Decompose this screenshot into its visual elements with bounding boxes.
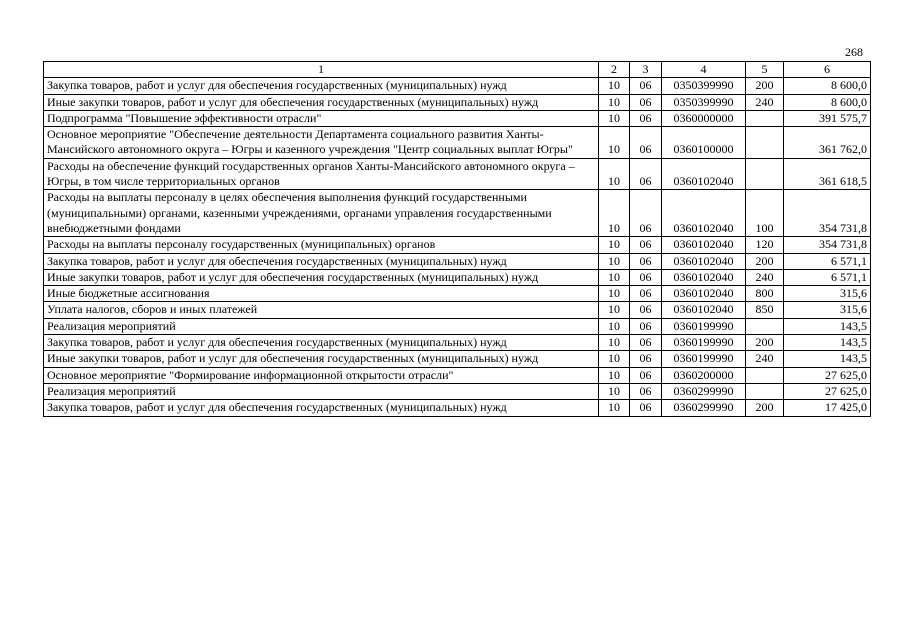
row-expense-type-cell: 240 <box>746 351 784 367</box>
row-section-cell: 10 <box>599 383 630 399</box>
row-expense-type-cell: 240 <box>746 94 784 110</box>
row-expense-type-cell <box>746 110 784 126</box>
row-target-code-cell: 0360200000 <box>662 367 746 383</box>
row-amount-cell: 6 571,1 <box>784 269 871 285</box>
row-target-code-cell: 0360199990 <box>662 318 746 334</box>
row-amount-cell: 27 625,0 <box>784 383 871 399</box>
table-row <box>44 286 871 302</box>
table-body <box>44 78 871 416</box>
row-subsection-cell: 06 <box>630 127 662 159</box>
row-section-cell: 10 <box>599 335 630 351</box>
row-subsection-cell: 06 <box>630 253 662 269</box>
table-row <box>44 400 871 416</box>
row-amount-cell: 354 731,8 <box>784 190 871 237</box>
table-row <box>44 302 871 318</box>
row-name-cell: Основное мероприятие "Обеспечение деятельности Департамента социального развития Ханты-Мансийского автономного округа – Югры и казенного учреждения "Центр социальных выплат Югры" <box>44 127 599 159</box>
row-expense-type-cell: 100 <box>746 190 784 237</box>
header-cell-5: 5 <box>746 62 784 78</box>
row-name-cell: Подпрограмма "Повышение эффективности отрасли" <box>44 110 599 126</box>
row-name-cell: Иные закупки товаров, работ и услуг для обеспечения государственных (муниципальных) нужд <box>44 269 599 285</box>
row-name-cell: Закупка товаров, работ и услуг для обеспечения государственных (муниципальных) нужд <box>44 253 599 269</box>
row-expense-type-cell: 200 <box>746 335 784 351</box>
table-row <box>44 237 871 253</box>
table-row <box>44 318 871 334</box>
row-target-code-cell: 0360102040 <box>662 190 746 237</box>
header-cell-3: 3 <box>630 62 662 78</box>
table-row <box>44 78 871 94</box>
table-row <box>44 383 871 399</box>
row-subsection-cell: 06 <box>630 335 662 351</box>
row-subsection-cell: 06 <box>630 158 662 190</box>
row-section-cell: 10 <box>599 237 630 253</box>
row-section-cell: 10 <box>599 110 630 126</box>
table-row <box>44 110 871 126</box>
row-name-cell: Иные закупки товаров, работ и услуг для обеспечения государственных (муниципальных) нужд <box>44 94 599 110</box>
table-row <box>44 367 871 383</box>
row-amount-cell: 143,5 <box>784 335 871 351</box>
row-subsection-cell: 06 <box>630 110 662 126</box>
header-cell-2: 2 <box>599 62 630 78</box>
row-name-cell: Реализация мероприятий <box>44 383 599 399</box>
row-amount-cell: 391 575,7 <box>784 110 871 126</box>
row-subsection-cell: 06 <box>630 237 662 253</box>
row-subsection-cell: 06 <box>630 190 662 237</box>
row-subsection-cell: 06 <box>630 367 662 383</box>
row-section-cell: 10 <box>599 158 630 190</box>
row-subsection-cell: 06 <box>630 78 662 94</box>
row-amount-cell: 143,5 <box>784 318 871 334</box>
row-expense-type-cell: 240 <box>746 269 784 285</box>
row-expense-type-cell: 120 <box>746 237 784 253</box>
row-expense-type-cell: 200 <box>746 253 784 269</box>
row-name-cell: Иные бюджетные ассигнования <box>44 286 599 302</box>
row-name-cell: Основное мероприятие "Формирование информационной открытости отрасли" <box>44 367 599 383</box>
row-expense-type-cell <box>746 127 784 159</box>
table-row <box>44 94 871 110</box>
row-amount-cell: 6 571,1 <box>784 253 871 269</box>
row-target-code-cell: 0360102040 <box>662 302 746 318</box>
table-row <box>44 253 871 269</box>
header-row <box>44 62 871 78</box>
row-amount-cell: 315,6 <box>784 302 871 318</box>
row-amount-cell: 27 625,0 <box>784 367 871 383</box>
row-target-code-cell: 0360199990 <box>662 335 746 351</box>
table-row <box>44 158 871 190</box>
header-cell-4: 4 <box>662 62 746 78</box>
row-amount-cell: 8 600,0 <box>784 94 871 110</box>
row-target-code-cell: 0360299990 <box>662 400 746 416</box>
row-section-cell: 10 <box>599 286 630 302</box>
row-name-cell: Иные закупки товаров, работ и услуг для обеспечения государственных (муниципальных) нужд <box>44 351 599 367</box>
budget-table <box>43 61 871 417</box>
table-row <box>44 190 871 237</box>
row-name-cell: Расходы на выплаты персоналу государственных (муниципальных) органов <box>44 237 599 253</box>
row-subsection-cell: 06 <box>630 94 662 110</box>
row-section-cell: 10 <box>599 190 630 237</box>
row-amount-cell: 8 600,0 <box>784 78 871 94</box>
table-row <box>44 335 871 351</box>
row-target-code-cell: 0360000000 <box>662 110 746 126</box>
row-target-code-cell: 0360102040 <box>662 253 746 269</box>
table-row <box>44 351 871 367</box>
row-section-cell: 10 <box>599 351 630 367</box>
row-section-cell: 10 <box>599 302 630 318</box>
row-expense-type-cell: 200 <box>746 400 784 416</box>
row-subsection-cell: 06 <box>630 286 662 302</box>
row-target-code-cell: 0360102040 <box>662 237 746 253</box>
row-target-code-cell: 0350399990 <box>662 78 746 94</box>
row-section-cell: 10 <box>599 318 630 334</box>
page-number: 268 <box>845 45 863 59</box>
row-expense-type-cell <box>746 383 784 399</box>
row-amount-cell: 361 762,0 <box>784 127 871 159</box>
row-subsection-cell: 06 <box>630 351 662 367</box>
row-target-code-cell: 0360102040 <box>662 158 746 190</box>
row-name-cell: Расходы на выплаты персоналу в целях обеспечения выполнения функций государственными (муниципальными) органами, казенными учреждениями, органами управления государственными внебюджетными фондами <box>44 190 599 237</box>
row-subsection-cell: 06 <box>630 318 662 334</box>
row-target-code-cell: 0360199990 <box>662 351 746 367</box>
header-cell-1: 1 <box>44 62 599 78</box>
row-name-cell: Закупка товаров, работ и услуг для обеспечения государственных (муниципальных) нужд <box>44 78 599 94</box>
row-expense-type-cell <box>746 367 784 383</box>
row-amount-cell: 17 425,0 <box>784 400 871 416</box>
row-section-cell: 10 <box>599 400 630 416</box>
row-subsection-cell: 06 <box>630 383 662 399</box>
row-amount-cell: 143,5 <box>784 351 871 367</box>
row-target-code-cell: 0350399990 <box>662 94 746 110</box>
row-amount-cell: 361 618,5 <box>784 158 871 190</box>
row-amount-cell: 354 731,8 <box>784 237 871 253</box>
row-expense-type-cell <box>746 158 784 190</box>
row-target-code-cell: 0360102040 <box>662 269 746 285</box>
row-name-cell: Реализация мероприятий <box>44 318 599 334</box>
row-target-code-cell: 0360102040 <box>662 286 746 302</box>
row-section-cell: 10 <box>599 94 630 110</box>
row-section-cell: 10 <box>599 367 630 383</box>
row-section-cell: 10 <box>599 127 630 159</box>
row-expense-type-cell: 800 <box>746 286 784 302</box>
row-amount-cell: 315,6 <box>784 286 871 302</box>
row-section-cell: 10 <box>599 253 630 269</box>
table-row <box>44 127 871 159</box>
row-expense-type-cell: 850 <box>746 302 784 318</box>
row-section-cell: 10 <box>599 78 630 94</box>
table-row <box>44 269 871 285</box>
row-section-cell: 10 <box>599 269 630 285</box>
row-subsection-cell: 06 <box>630 269 662 285</box>
row-name-cell: Закупка товаров, работ и услуг для обеспечения государственных (муниципальных) нужд <box>44 335 599 351</box>
row-name-cell: Расходы на обеспечение функций государственных органов Ханты-Мансийского автономного округа – Югры, в том числе территориальных органов <box>44 158 599 190</box>
row-expense-type-cell <box>746 318 784 334</box>
row-subsection-cell: 06 <box>630 400 662 416</box>
row-name-cell: Закупка товаров, работ и услуг для обеспечения государственных (муниципальных) нужд <box>44 400 599 416</box>
header-cell-6: 6 <box>784 62 871 78</box>
row-target-code-cell: 0360299990 <box>662 383 746 399</box>
row-subsection-cell: 06 <box>630 302 662 318</box>
row-name-cell: Уплата налогов, сборов и иных платежей <box>44 302 599 318</box>
row-expense-type-cell: 200 <box>746 78 784 94</box>
row-target-code-cell: 0360100000 <box>662 127 746 159</box>
